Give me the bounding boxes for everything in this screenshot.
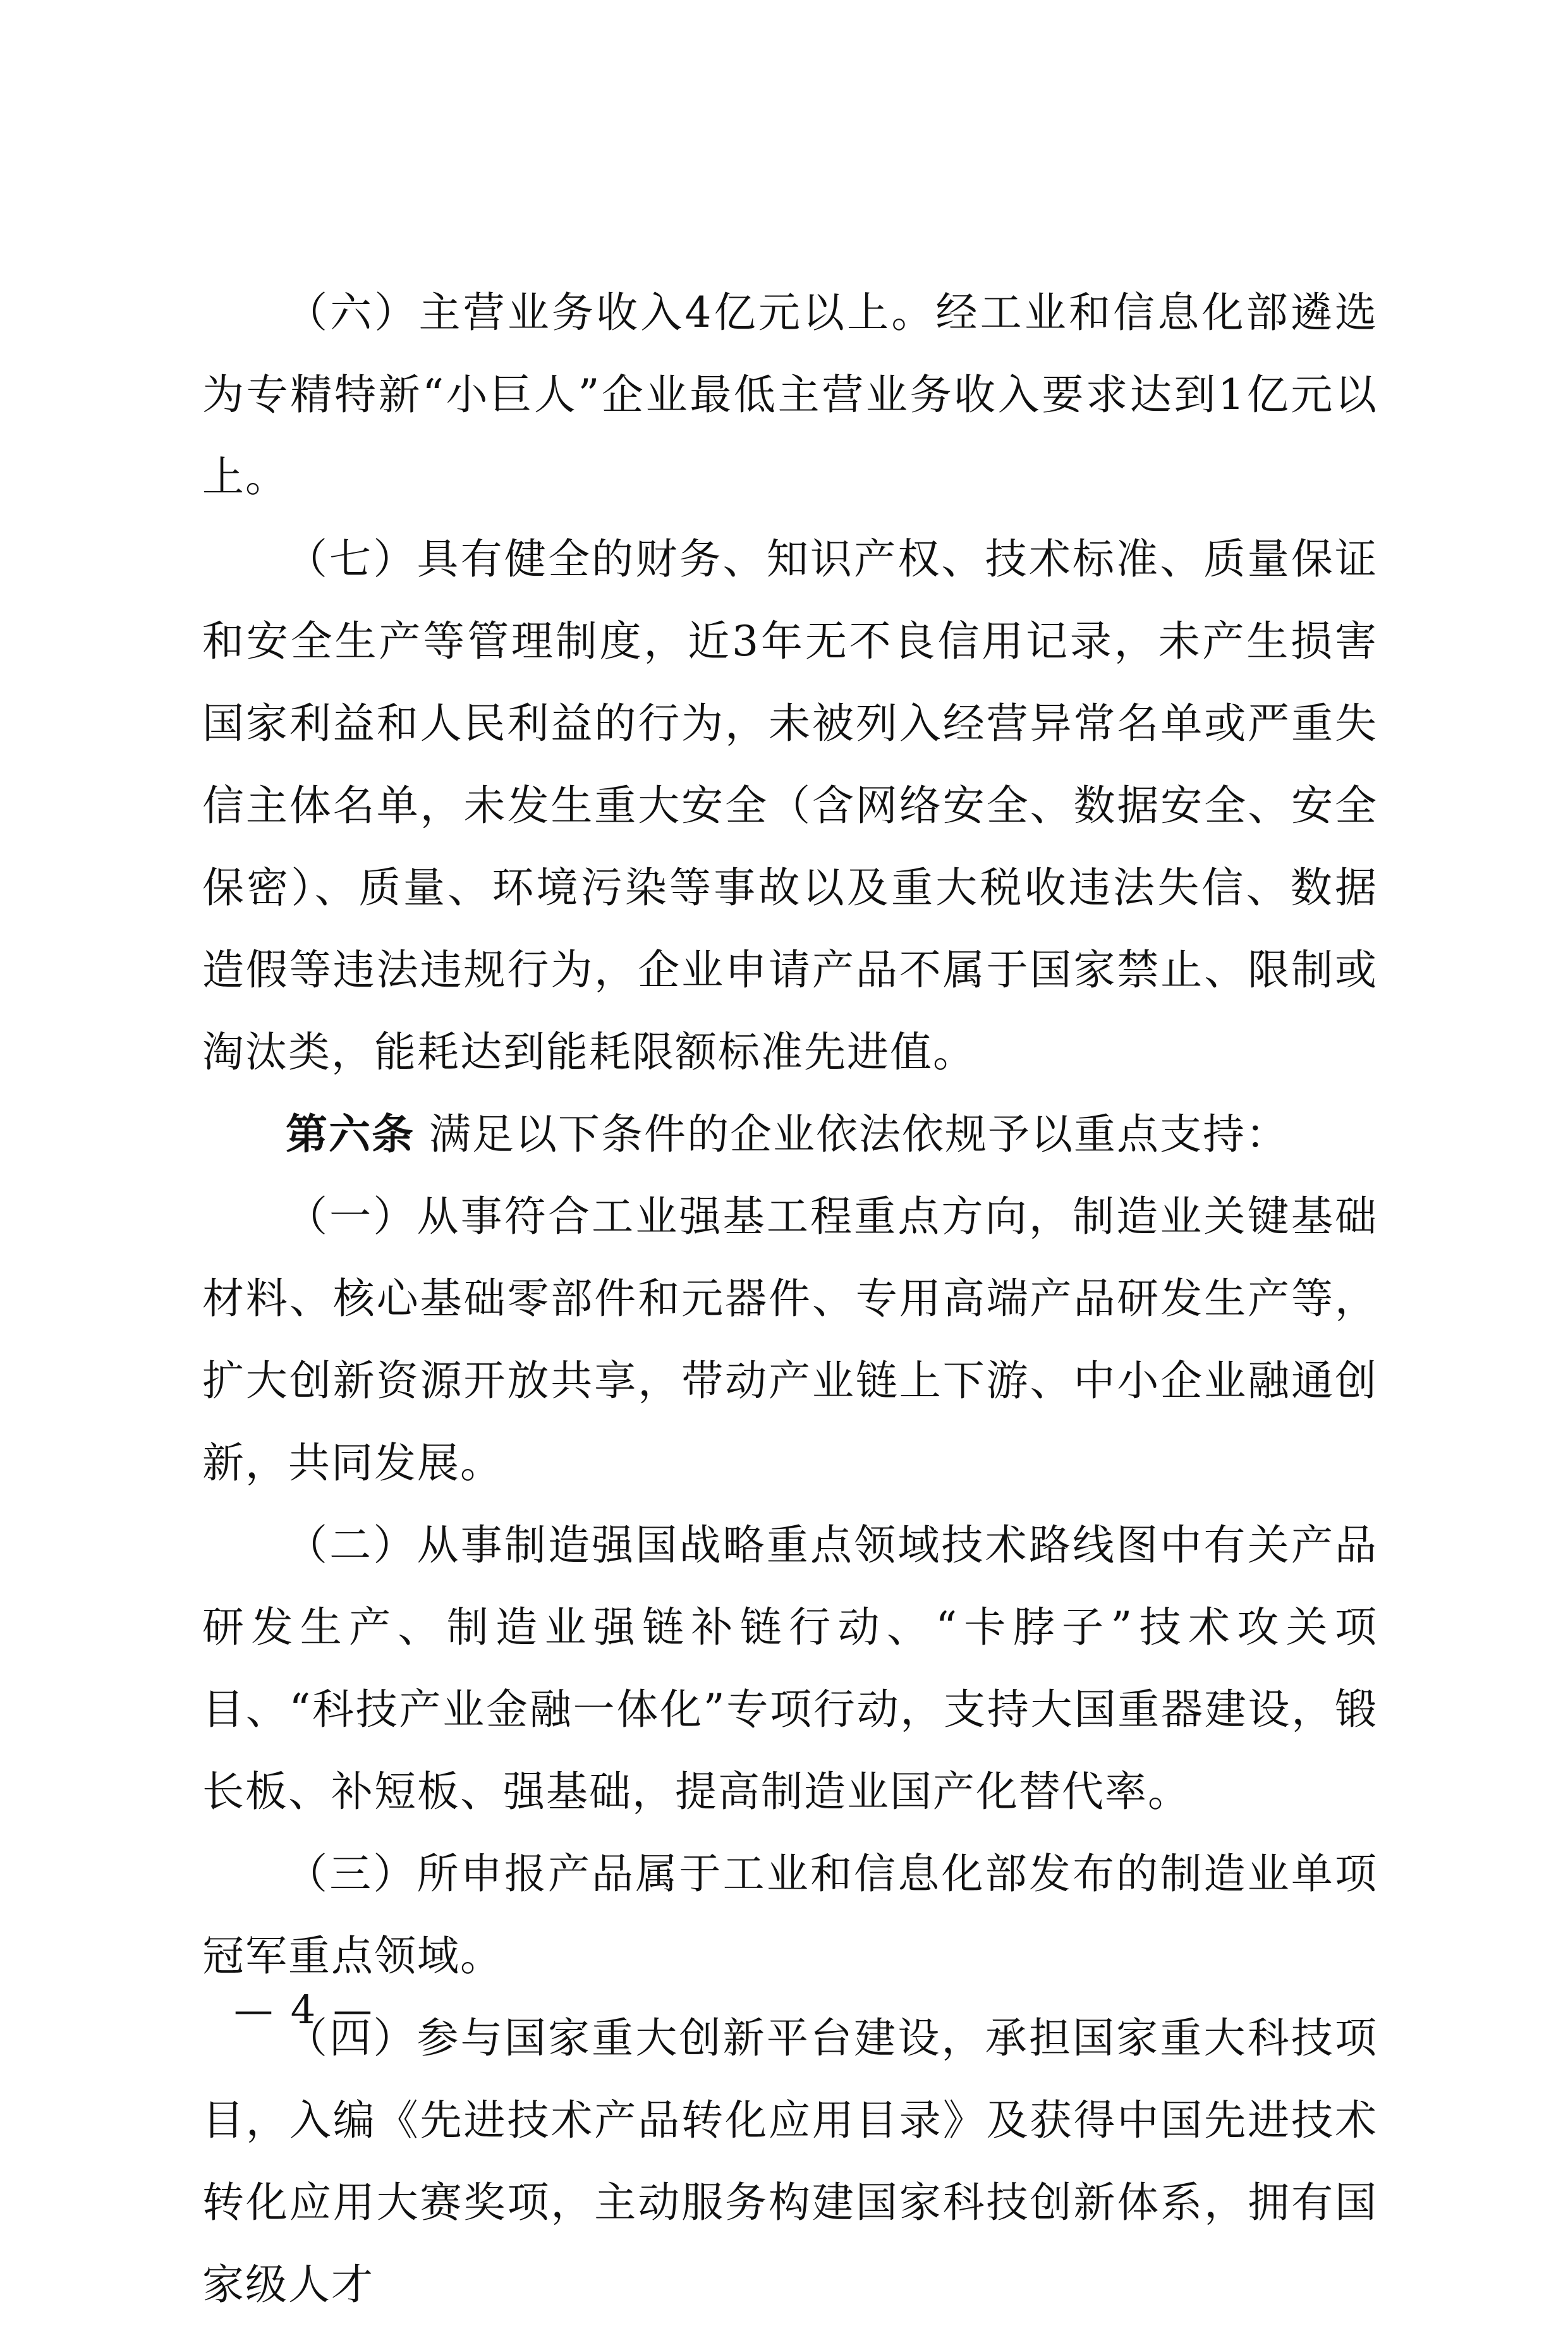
- paragraph-text: （一）从事符合工业强基工程重点方向，制造业关键基础材料、核心基础零部件和元器件、专用高端产品研发生产等，扩大创新资源开放共享，带动产业链上下游、中小企业融通创新，共同发展。: [202, 1192, 1378, 1487]
- page-number: — 4 —: [234, 1987, 375, 2033]
- paragraph-support-2: [202, 1504, 1378, 1833]
- document-body: [202, 272, 1378, 2326]
- paragraph-support-4: [202, 1997, 1378, 2326]
- paragraph-text: （七）具有健全的财务、知识产权、技术标准、质量保证和安全生产等管理制度，近3年无不良信用记录，未产生损害国家利益和人民利益的行为，未被列入经营异常名单或严重失信主体名单，未发生重大安全（含网络安全、数据安全、安全保密）、质量、环境污染等事故以及重大税收违法失信、数据造假等违法违规行为，企业申请产品不属于国家禁止、限制或淘汰类，能耗达到能耗限额标准先进值。: [202, 535, 1378, 1076]
- article-heading: 第六条: [286, 1110, 415, 1159]
- paragraph-text: （六）主营业务收入4亿元以上。经工业和信息化部遴选为专精特新“小巨人”企业最低主营业务收入要求达到1亿元以上。: [202, 288, 1378, 501]
- article-6: [202, 1093, 1378, 1176]
- paragraph-item-6: [202, 272, 1378, 518]
- paragraph-text: （二）从事制造强国战略重点领域技术路线图中有关产品研发生产、制造业强链补链行动、“卡脖子”技术攻关项目、“科技产业金融一体化”专项行动，支持大国重器建设，锻长板、补短板、强基础，提高制造业国产化替代率。: [202, 1521, 1378, 1816]
- paragraph-text: （三）所申报产品属于工业和信息化部发布的制造业单项冠军重点领域。: [202, 1849, 1378, 1980]
- paragraph-text: （四）参与国家重大创新平台建设，承担国家重大科技项目，入编《先进技术产品转化应用目录》及获得中国先进技术转化应用大赛奖项，主动服务构建国家科技创新体系，拥有国家级人才: [202, 2014, 1378, 2309]
- paragraph-item-7: [202, 518, 1378, 1093]
- paragraph-support-1: [202, 1176, 1378, 1504]
- paragraph-text: 满足以下条件的企业依法依规予以重点支持：: [415, 1110, 1289, 1159]
- paragraph-support-3: [202, 1833, 1378, 1997]
